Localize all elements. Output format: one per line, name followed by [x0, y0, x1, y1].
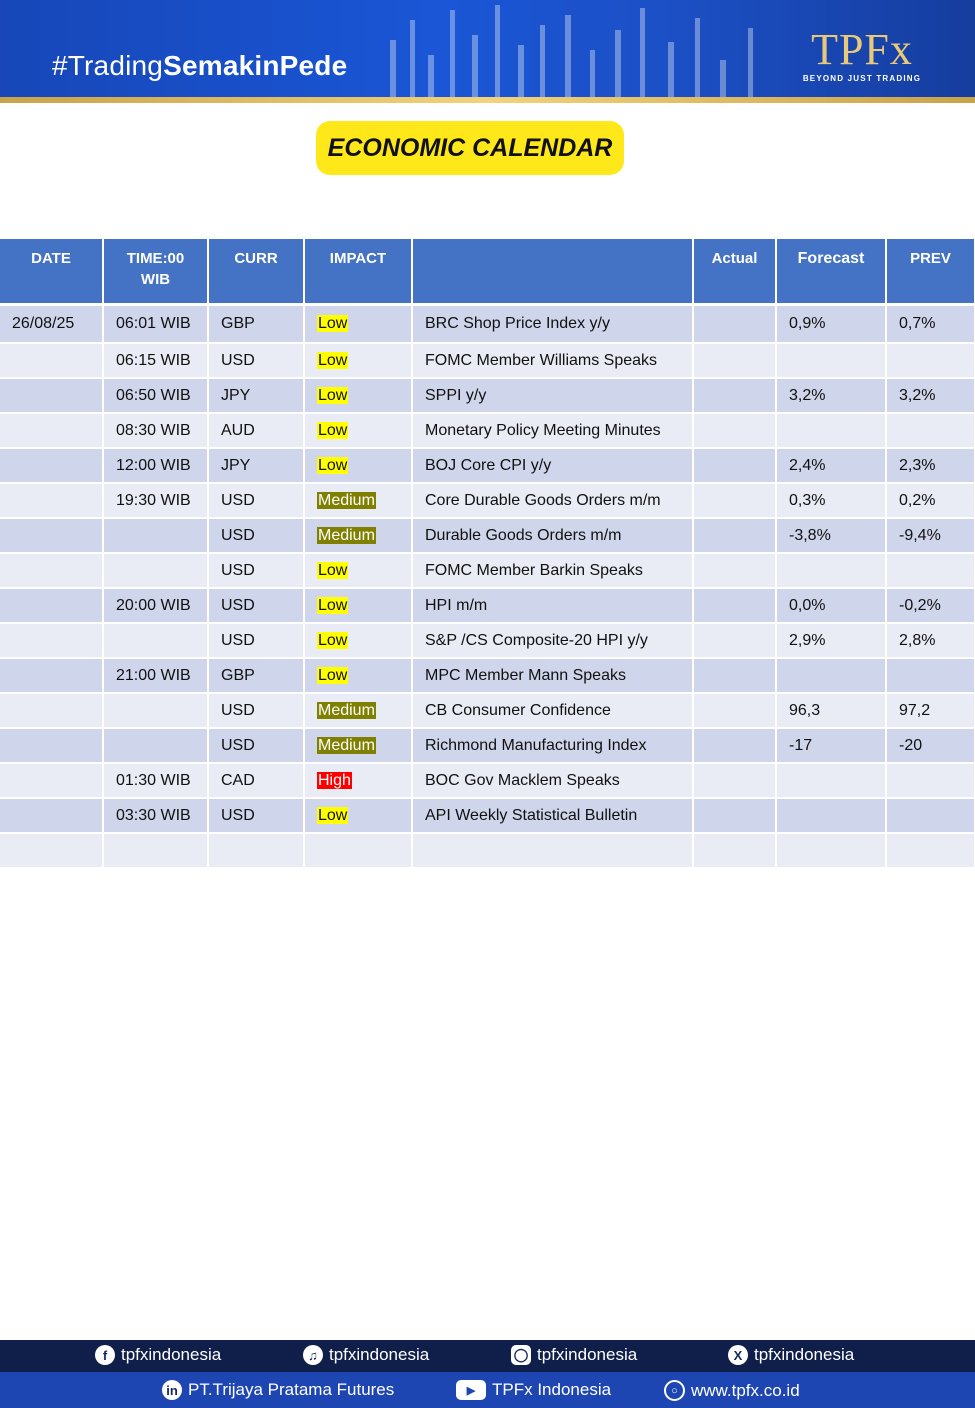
prev-cell: 0,7% — [886, 305, 975, 344]
date-cell — [0, 623, 103, 658]
impact-cell — [304, 305, 412, 344]
globe-icon: ○ — [664, 1380, 685, 1401]
prev-cell: -9,4% — [886, 518, 975, 553]
prev-cell — [886, 553, 975, 588]
date-cell — [0, 833, 103, 868]
table-row — [0, 343, 975, 378]
time-cell — [103, 728, 208, 763]
x-icon: X — [728, 1345, 748, 1365]
prev-cell — [886, 413, 975, 448]
actual-cell — [693, 305, 776, 344]
currency-cell: USD — [208, 483, 304, 518]
event-cell: Richmond Manufacturing Index — [412, 728, 693, 763]
currency-cell: USD — [208, 623, 304, 658]
table-row — [0, 763, 975, 798]
table-row — [0, 588, 975, 623]
currency-cell: JPY — [208, 378, 304, 413]
impact-cell — [304, 763, 412, 798]
forecast-cell: 0,0% — [776, 588, 886, 623]
event-cell — [412, 833, 693, 868]
currency-cell: USD — [208, 553, 304, 588]
currency-cell: USD — [208, 693, 304, 728]
impact-cell — [304, 483, 412, 518]
date-cell — [0, 378, 103, 413]
forecast-cell: -17 — [776, 728, 886, 763]
logo-tagline: BEYOND JUST TRADING — [802, 74, 922, 83]
impact-cell — [304, 693, 412, 728]
impact-badge: Medium — [318, 491, 375, 509]
impact-badge: Medium — [318, 736, 375, 754]
col-time-label: TIME:00 WIB — [126, 250, 185, 288]
tiktok-icon: ♫ — [303, 1345, 323, 1365]
actual-cell — [693, 448, 776, 483]
table-row — [0, 623, 975, 658]
prev-cell: 97,2 — [886, 693, 975, 728]
event-cell: Core Durable Goods Orders m/m — [412, 483, 693, 518]
youtube-link[interactable] — [456, 1380, 611, 1400]
forecast-cell: 0,9% — [776, 305, 886, 344]
date-cell — [0, 483, 103, 518]
tpfx-logo — [792, 25, 932, 83]
date-cell — [0, 518, 103, 553]
impact-cell — [304, 658, 412, 693]
date-cell — [0, 693, 103, 728]
impact-cell — [304, 518, 412, 553]
event-cell: FOMC Member Barkin Speaks — [412, 553, 693, 588]
impact-cell — [304, 413, 412, 448]
impact-cell — [304, 378, 412, 413]
time-cell: 19:30 WIB — [103, 483, 208, 518]
actual-cell — [693, 623, 776, 658]
forecast-cell — [776, 833, 886, 868]
tiktok-link[interactable] — [303, 1345, 429, 1365]
forecast-cell — [776, 763, 886, 798]
actual-cell — [693, 833, 776, 868]
currency-cell — [208, 833, 304, 868]
table-row — [0, 305, 975, 344]
date-cell — [0, 343, 103, 378]
footer-contact-row — [0, 1372, 975, 1408]
time-cell: 06:15 WIB — [103, 343, 208, 378]
prev-cell: 2,3% — [886, 448, 975, 483]
table-row — [0, 413, 975, 448]
event-cell: HPI m/m — [412, 588, 693, 623]
prev-cell: 2,8% — [886, 623, 975, 658]
date-cell — [0, 448, 103, 483]
hashtag-prefix: #Trading — [52, 50, 164, 81]
actual-cell — [693, 553, 776, 588]
col-forecast: Forecast — [776, 239, 886, 305]
actual-cell — [693, 728, 776, 763]
impact-cell — [304, 623, 412, 658]
impact-badge: Medium — [318, 526, 375, 544]
logo-mark: TPFx — [811, 25, 913, 74]
table-body — [0, 305, 975, 869]
col-date: DATE — [0, 239, 103, 305]
website-url: www.tpfx.co.id — [691, 1380, 800, 1400]
youtube-name: TPFx Indonesia — [492, 1380, 612, 1399]
currency-cell: AUD — [208, 413, 304, 448]
time-cell — [103, 693, 208, 728]
impact-badge: Low — [318, 596, 348, 614]
prev-cell — [886, 798, 975, 833]
forecast-cell: 0,3% — [776, 483, 886, 518]
table-row — [0, 728, 975, 763]
impact-badge: Low — [318, 421, 348, 439]
prev-cell: -20 — [886, 728, 975, 763]
time-cell: 03:30 WIB — [103, 798, 208, 833]
currency-cell: USD — [208, 728, 304, 763]
date-cell: 26/08/25 — [0, 305, 103, 344]
time-cell — [103, 623, 208, 658]
time-cell: 08:30 WIB — [103, 413, 208, 448]
date-cell — [0, 588, 103, 623]
time-cell: 21:00 WIB — [103, 658, 208, 693]
currency-cell: USD — [208, 798, 304, 833]
header-banner — [0, 0, 975, 97]
event-cell: CB Consumer Confidence — [412, 693, 693, 728]
impact-cell — [304, 553, 412, 588]
forecast-cell — [776, 798, 886, 833]
prev-cell — [886, 833, 975, 868]
currency-cell: USD — [208, 588, 304, 623]
col-actual: Actual — [693, 239, 776, 305]
date-cell — [0, 763, 103, 798]
event-cell: SPPI y/y — [412, 378, 693, 413]
time-cell: 20:00 WIB — [103, 588, 208, 623]
table-row — [0, 553, 975, 588]
footer — [0, 1340, 975, 1408]
instagram-icon: ◯ — [511, 1345, 531, 1365]
impact-badge: Low — [318, 315, 348, 332]
col-prev: PREV — [886, 239, 975, 305]
table-row — [0, 693, 975, 728]
facebook-link[interactable] — [95, 1345, 221, 1365]
date-cell — [0, 658, 103, 693]
currency-cell: CAD — [208, 763, 304, 798]
x-link[interactable] — [728, 1345, 854, 1365]
event-cell: BOJ Core CPI y/y — [412, 448, 693, 483]
forecast-cell — [776, 553, 886, 588]
forecast-cell — [776, 658, 886, 693]
time-cell: 06:50 WIB — [103, 378, 208, 413]
forecast-cell: 2,9% — [776, 623, 886, 658]
hashtag — [52, 50, 347, 82]
facebook-icon: f — [95, 1345, 115, 1365]
prev-cell — [886, 343, 975, 378]
date-cell — [0, 798, 103, 833]
col-currency: CURR — [208, 239, 304, 305]
prev-cell: 0,2% — [886, 483, 975, 518]
prev-cell — [886, 763, 975, 798]
time-cell — [103, 518, 208, 553]
website-link[interactable] — [664, 1380, 800, 1401]
x-handle: tpfxindonesia — [754, 1345, 855, 1364]
impact-cell — [304, 833, 412, 868]
tiktok-handle: tpfxindonesia — [329, 1345, 430, 1364]
forecast-cell — [776, 343, 886, 378]
linkedin-name: PT.Trijaya Pratama Futures — [188, 1380, 395, 1399]
impact-cell — [304, 448, 412, 483]
linkedin-icon: in — [162, 1380, 182, 1400]
impact-badge: Low — [318, 806, 348, 824]
prev-cell: 3,2% — [886, 378, 975, 413]
currency-cell: USD — [208, 518, 304, 553]
gold-divider — [0, 97, 975, 103]
economic-calendar-table — [0, 239, 975, 869]
prev-cell: -0,2% — [886, 588, 975, 623]
actual-cell — [693, 798, 776, 833]
forecast-cell: 3,2% — [776, 378, 886, 413]
time-cell: 01:30 WIB — [103, 763, 208, 798]
impact-badge: Medium — [318, 701, 375, 719]
col-impact: IMPACT — [304, 239, 412, 305]
impact-badge: Low — [318, 631, 348, 649]
currency-cell: GBP — [208, 305, 304, 344]
actual-cell — [693, 483, 776, 518]
currency-cell: GBP — [208, 658, 304, 693]
instagram-link[interactable] — [511, 1345, 637, 1365]
time-cell: 12:00 WIB — [103, 448, 208, 483]
linkedin-link[interactable] — [162, 1380, 394, 1400]
event-cell: BOC Gov Macklem Speaks — [412, 763, 693, 798]
actual-cell — [693, 413, 776, 448]
currency-cell: USD — [208, 343, 304, 378]
youtube-icon: ▶ — [456, 1380, 486, 1400]
col-event — [412, 239, 693, 305]
actual-cell — [693, 693, 776, 728]
event-cell: S&P /CS Composite-20 HPI y/y — [412, 623, 693, 658]
actual-cell — [693, 378, 776, 413]
forecast-cell: 96,3 — [776, 693, 886, 728]
actual-cell — [693, 763, 776, 798]
actual-cell — [693, 658, 776, 693]
forecast-cell: -3,8% — [776, 518, 886, 553]
table-row — [0, 378, 975, 413]
forecast-cell — [776, 413, 886, 448]
table-row — [0, 833, 975, 868]
impact-cell — [304, 588, 412, 623]
col-time — [103, 239, 208, 305]
date-cell — [0, 728, 103, 763]
impact-badge: Low — [318, 456, 348, 474]
event-cell: Durable Goods Orders m/m — [412, 518, 693, 553]
prev-cell — [886, 658, 975, 693]
actual-cell — [693, 588, 776, 623]
event-cell: BRC Shop Price Index y/y — [412, 305, 693, 344]
impact-badge: High — [318, 771, 351, 789]
date-cell — [0, 553, 103, 588]
actual-cell — [693, 343, 776, 378]
time-cell — [103, 553, 208, 588]
date-cell — [0, 413, 103, 448]
event-cell: API Weekly Statistical Bulletin — [412, 798, 693, 833]
time-cell: 06:01 WIB — [103, 305, 208, 344]
impact-badge: Low — [318, 666, 348, 684]
impact-badge: Low — [318, 561, 348, 579]
footer-social-row — [0, 1340, 975, 1372]
table-row — [0, 448, 975, 483]
table-row — [0, 798, 975, 833]
event-cell: MPC Member Mann Speaks — [412, 658, 693, 693]
impact-cell — [304, 728, 412, 763]
impact-badge: Low — [318, 351, 348, 369]
table-header-row — [0, 239, 975, 305]
page-title: ECONOMIC CALENDAR — [316, 121, 624, 175]
event-cell: Monetary Policy Meeting Minutes — [412, 413, 693, 448]
instagram-handle: tpfxindonesia — [537, 1345, 638, 1364]
impact-cell — [304, 343, 412, 378]
currency-cell: JPY — [208, 448, 304, 483]
event-cell: FOMC Member Williams Speaks — [412, 343, 693, 378]
facebook-handle: tpfxindonesia — [121, 1345, 222, 1364]
impact-badge: Low — [318, 386, 348, 404]
table-row — [0, 518, 975, 553]
time-cell — [103, 833, 208, 868]
actual-cell — [693, 518, 776, 553]
table-row — [0, 483, 975, 518]
hashtag-bold: SemakinPede — [163, 50, 348, 81]
impact-cell — [304, 798, 412, 833]
forecast-cell: 2,4% — [776, 448, 886, 483]
table-row — [0, 658, 975, 693]
